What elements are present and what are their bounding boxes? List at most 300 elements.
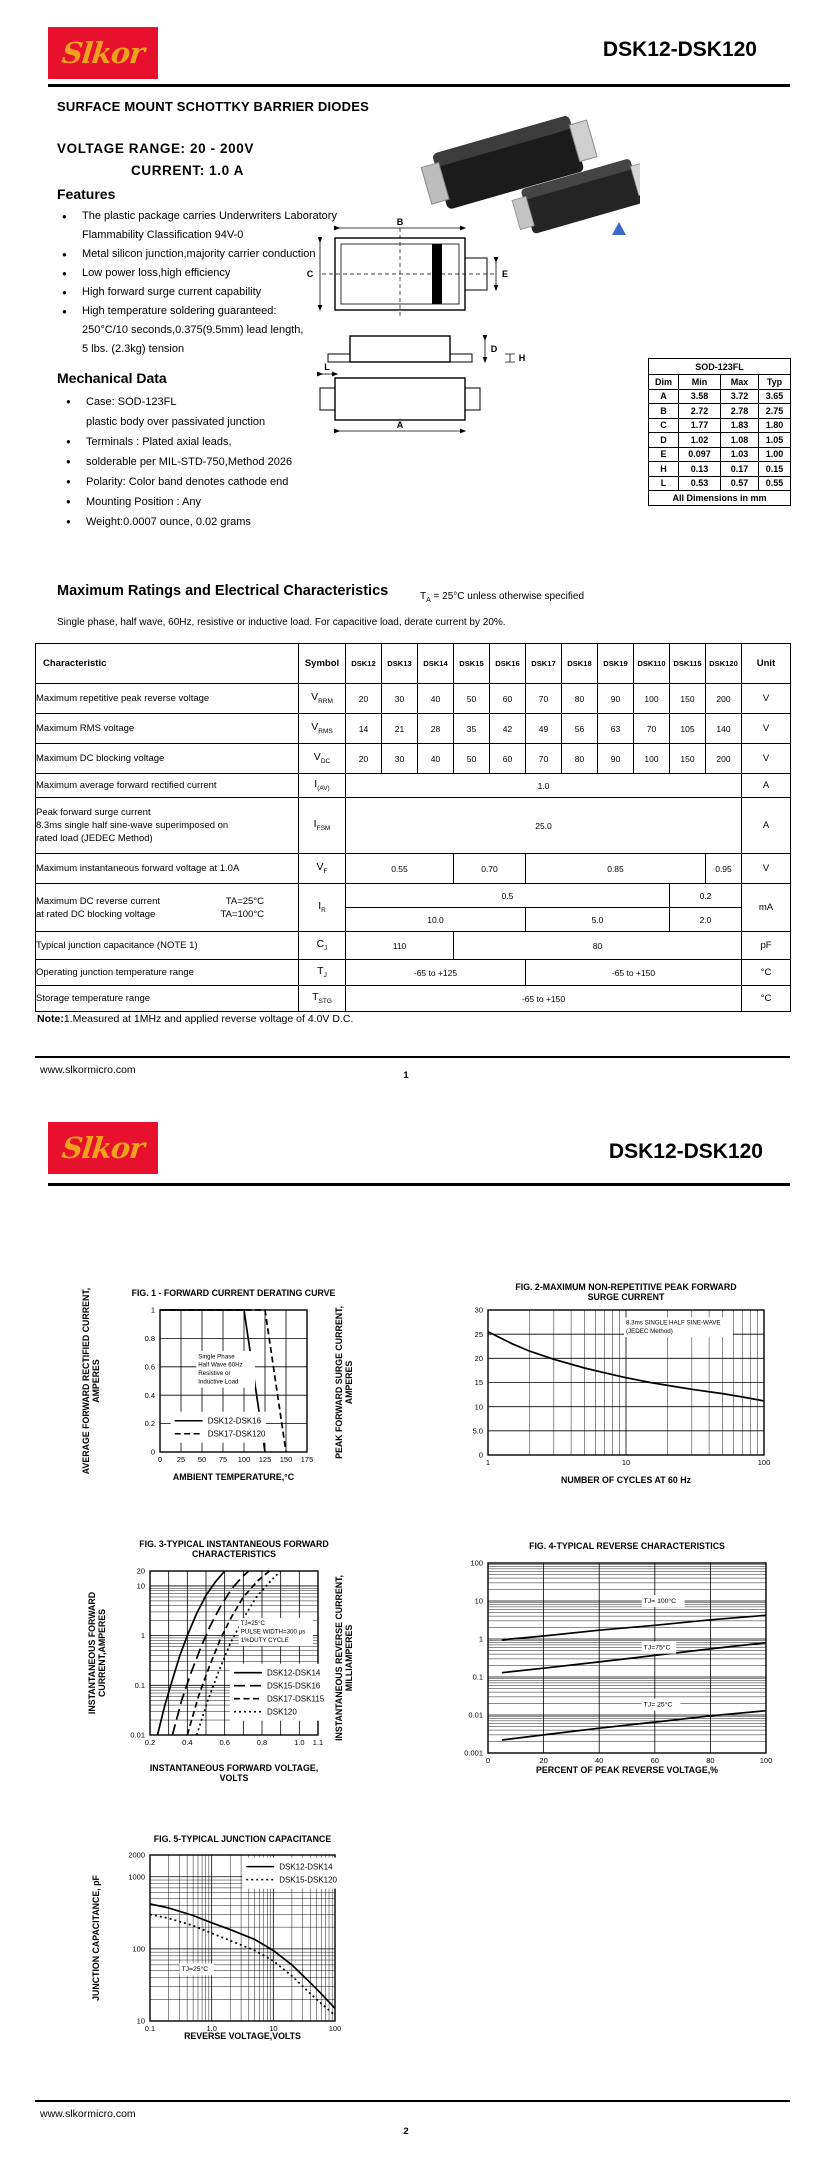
column-header: DSK17 <box>526 644 562 684</box>
list-item-line <box>66 472 396 492</box>
svg-text:TJ= 100°C: TJ= 100°C <box>643 1597 677 1605</box>
value-cell: 150 <box>670 684 706 714</box>
svg-text:150: 150 <box>279 1455 293 1464</box>
characteristic-cell <box>36 854 299 884</box>
svg-text:DSK15-DSK120: DSK15-DSK120 <box>279 1875 338 1885</box>
bullet-icon: ● <box>62 250 67 259</box>
annotation <box>179 1963 214 1975</box>
dim-value: 3.72 <box>721 389 759 404</box>
svg-text:FIG. 1 - FORWARD CURRENT DERAT: FIG. 1 - FORWARD CURRENT DERATING CURVE <box>131 1288 336 1298</box>
svg-text:0.01: 0.01 <box>468 1710 483 1720</box>
bullet-icon: ● <box>62 212 67 221</box>
column-header: Unit <box>742 644 791 684</box>
symbol-cell: $V_F$ <box>299 854 346 884</box>
value-cell: 28 <box>418 714 454 744</box>
svg-text:TJ= 25°C: TJ= 25°C <box>643 1701 673 1709</box>
svg-text:FIG. 5-TYPICAL JUNCTION CAPACI: FIG. 5-TYPICAL JUNCTION CAPACITANCE <box>153 1834 332 1844</box>
characteristic-line: Typical junction capacitance (NOTE 1) <box>36 940 198 951</box>
svg-text:TJ=25°C: TJ=25°C <box>240 1620 266 1628</box>
value-cell: 56 <box>562 714 598 744</box>
x-axis-label <box>184 2031 301 2041</box>
figure-2-peak-forward-surge <box>330 1280 800 1505</box>
series-line <box>150 1904 335 2008</box>
svg-text:175: 175 <box>300 1455 314 1464</box>
bullet-icon: ● <box>66 517 71 526</box>
svg-text:20: 20 <box>539 1756 548 1765</box>
svg-text:INSTANTANEOUS REVERSE CURRENT,: INSTANTANEOUS REVERSE CURRENT, <box>334 1575 344 1741</box>
svg-text:5.0: 5.0 <box>472 1426 483 1436</box>
figure-1-forward-current-derating <box>55 1280 340 1505</box>
svg-text:1.0: 1.0 <box>206 2024 217 2033</box>
dim-value: E <box>649 447 679 462</box>
value-cell: -65 to +150 <box>526 960 742 986</box>
data-series <box>150 1904 335 2015</box>
svg-text:PERCENT OF PEAK REVERSE VOLTAG: PERCENT OF PEAK REVERSE VOLTAGE,% <box>536 1765 718 1775</box>
value-cell: 110 <box>346 932 454 960</box>
value-cell: 80 <box>562 684 598 714</box>
svg-text:0.1: 0.1 <box>134 1680 145 1690</box>
figure-3-forward-characteristics <box>55 1535 350 1790</box>
footer-page-2: 2 <box>403 2126 409 2137</box>
svg-text:80: 80 <box>706 1756 715 1765</box>
column-header: DSK16 <box>490 644 526 684</box>
list-item-text: solderable per MIL-STD-750,Method 2026 <box>86 456 293 468</box>
svg-text:25: 25 <box>176 1455 186 1464</box>
brand-logo-2 <box>48 1122 158 1174</box>
ratings-row <box>36 744 791 774</box>
dimension-table <box>648 358 791 506</box>
svg-text:10: 10 <box>269 2024 278 2033</box>
legend <box>230 1664 325 1721</box>
svg-text:VOLTS: VOLTS <box>219 1773 249 1783</box>
svg-text:60: 60 <box>650 1756 659 1765</box>
svg-text:20: 20 <box>136 1566 145 1576</box>
list-item-text: Terminals : Plated axial leads, <box>86 436 232 448</box>
characteristic-line: Maximum DC reverse current TA=25°C <box>36 895 264 907</box>
value-cell: 50 <box>454 744 490 774</box>
value-cell: 70 <box>526 744 562 774</box>
svg-text:0: 0 <box>157 1455 163 1464</box>
current-rating: CURRENT: 1.0 A <box>131 163 244 178</box>
svg-text:TJ=25°C: TJ=25°C <box>181 1966 209 1974</box>
dim-table-row <box>649 389 791 404</box>
cond-sub: A <box>426 597 431 604</box>
unit-cell: V <box>742 684 791 714</box>
value-cell: 60 <box>490 684 526 714</box>
characteristic-line: Maximum DC blocking voltage <box>36 753 165 764</box>
x-axis-label <box>561 1475 692 1485</box>
svg-text:0.6: 0.6 <box>219 1738 230 1747</box>
dim-value: D <box>649 433 679 448</box>
bullet-icon: ● <box>66 497 71 506</box>
svg-text:DSK17-DSK115: DSK17-DSK115 <box>267 1694 325 1704</box>
value-cell: 42 <box>490 714 526 744</box>
bullet-icon: ● <box>66 437 71 446</box>
list-item-text: plastic body over passivated junction <box>86 416 266 428</box>
dim-table-footer: All Dimensions in mm <box>649 491 791 506</box>
svg-text:FIG. 2-MAXIMUM NON-REPETITIVE: FIG. 2-MAXIMUM NON-REPETITIVE PEAK FORWARD <box>515 1282 737 1292</box>
figure-title <box>529 1541 725 1551</box>
svg-text:50: 50 <box>197 1455 207 1464</box>
svg-text:0.8: 0.8 <box>144 1334 155 1343</box>
brand-logo-text-2: Slkor <box>60 1131 146 1165</box>
dim-value: A <box>649 389 679 404</box>
dim-label-b: B <box>396 218 404 227</box>
svg-text:0.01: 0.01 <box>130 1730 145 1740</box>
note-label: Note: <box>37 1013 64 1025</box>
dim-value: 1.03 <box>721 447 759 462</box>
value-cell: 63 <box>598 714 634 744</box>
svg-text:Inductive Load: Inductive Load <box>198 1378 239 1386</box>
dim-table-row <box>649 476 791 491</box>
series-line <box>502 1643 766 1673</box>
column-header: DSK110 <box>634 644 670 684</box>
y-axis-label <box>334 1575 354 1741</box>
svg-text:1.1: 1.1 <box>312 1738 324 1747</box>
svg-text:1%DUTY CYCLE: 1%DUTY CYCLE <box>240 1636 289 1644</box>
svg-text:10: 10 <box>474 1596 483 1606</box>
svg-text:AVERAGE FORWARD RECTIFIED CURR: AVERAGE FORWARD RECTIFIED CURRENT, <box>81 1287 91 1475</box>
bullet-spacer <box>62 226 82 245</box>
ratings-row <box>36 684 791 714</box>
figure-5-junction-capacitance <box>55 1830 385 2052</box>
mechanical-heading: Mechanical Data <box>57 370 167 386</box>
value-cell: 49 <box>526 714 562 744</box>
dim-value: 1.02 <box>679 433 721 448</box>
value-cell: -65 to +150 <box>346 986 742 1012</box>
dim-table-footer-row <box>649 491 791 506</box>
symbol-cell: $T_J$ <box>299 960 346 986</box>
svg-text:0.2: 0.2 <box>144 1419 155 1429</box>
characteristic-line: Maximum instantaneous forward voltage at 1.0A <box>36 863 240 874</box>
svg-text:100: 100 <box>132 1944 145 1954</box>
features-heading: Features <box>57 186 116 202</box>
symbol-cell: $V_{RRM}$ <box>299 684 346 714</box>
list-item-line <box>66 492 396 512</box>
value-cell: -65 to +125 <box>346 960 526 986</box>
svg-text:10: 10 <box>474 1402 483 1412</box>
value-cell: 20 <box>346 684 382 714</box>
characteristic-cell <box>36 932 299 960</box>
column-header: Min <box>679 375 721 390</box>
characteristic-line: Storage temperature range <box>36 993 151 1004</box>
svg-text:DSK17-DSK120: DSK17-DSK120 <box>207 1429 266 1439</box>
bullet-spacer <box>62 321 82 340</box>
svg-text:30: 30 <box>474 1305 483 1315</box>
figure-title <box>515 1282 736 1302</box>
header-divider <box>48 84 790 87</box>
symbol-cell: $V_{RMS}$ <box>299 714 346 744</box>
value-cell: 90 <box>598 744 634 774</box>
value-cell: 21 <box>382 714 418 744</box>
list-item-text: Low power loss,high efficiency <box>82 267 231 279</box>
dim-value: B <box>649 404 679 419</box>
svg-text:125: 125 <box>258 1455 272 1464</box>
dim-table-row <box>649 447 791 462</box>
value-cell: 0.85 <box>526 854 706 884</box>
value-cell: 90 <box>598 684 634 714</box>
svg-text:40: 40 <box>595 1756 604 1765</box>
dim-label-h: H <box>518 353 526 363</box>
svg-text:INSTANTANEOUS FORWARD VOLTAGE,: INSTANTANEOUS FORWARD VOLTAGE, <box>149 1763 319 1773</box>
cond-main: T <box>420 591 427 602</box>
value-cell: 1.0 <box>346 774 742 798</box>
svg-text:PEAK FORWARD SURGE CURRENT,: PEAK FORWARD SURGE CURRENT, <box>334 1306 344 1459</box>
footer-page-1: 1 <box>403 1070 409 1081</box>
bullet-spacer <box>62 340 82 359</box>
dim-value: 2.72 <box>679 404 721 419</box>
characteristic-line: Maximum RMS voltage <box>36 723 135 734</box>
symbol-cell: $I_R$ <box>299 884 346 932</box>
package-outline-drawing <box>300 218 630 443</box>
dim-value: 0.55 <box>759 476 791 491</box>
svg-text:INSTANTANEOUS FORWARD: INSTANTANEOUS FORWARD <box>87 1591 97 1715</box>
column-header: DSK120 <box>706 644 742 684</box>
value-cell: 0.5 <box>346 884 670 908</box>
value-cell: 40 <box>418 744 454 774</box>
svg-text:FIG. 3-TYPICAL INSTANTANEOUS F: FIG. 3-TYPICAL INSTANTANEOUS FORWARD <box>139 1539 329 1549</box>
value-cell: 14 <box>346 714 382 744</box>
svg-text:DSK15-DSK16: DSK15-DSK16 <box>267 1681 321 1691</box>
dim-value: 1.83 <box>721 418 759 433</box>
x-axis-label <box>173 1472 295 1482</box>
svg-text:SURGE CURRENT: SURGE CURRENT <box>587 1292 665 1302</box>
list-item-text: High temperature soldering guaranteed: <box>82 305 277 317</box>
footer-url-1: www.slkormicro.com <box>40 1064 136 1076</box>
list-item-line <box>66 452 396 472</box>
voltage-range: VOLTAGE RANGE: 20 - 200V <box>57 141 254 156</box>
column-header: Characteristic <box>36 644 299 684</box>
ratings-row <box>36 932 791 960</box>
svg-text:0.1: 0.1 <box>144 2024 156 2033</box>
dim-label-e: E <box>501 269 509 279</box>
dim-label-c: C <box>306 269 314 279</box>
y-axis-label <box>81 1288 101 1474</box>
list-item-text: 5 lbs. (2.3kg) tension <box>82 343 185 355</box>
list-item-text: The plastic package carries Underwriters Laboratory <box>82 210 337 222</box>
characteristic-line: at rated DC blocking voltage TA=100°C <box>36 908 264 920</box>
value-cell: 80 <box>562 744 598 774</box>
value-cell: 150 <box>670 744 706 774</box>
unit-cell: °C <box>742 986 791 1012</box>
characteristic-cell <box>36 744 299 774</box>
svg-text:1: 1 <box>485 1458 491 1467</box>
characteristic-cell <box>36 986 299 1012</box>
dim-value: 0.17 <box>721 462 759 477</box>
value-cell: 35 <box>454 714 490 744</box>
svg-text:100: 100 <box>470 1558 483 1568</box>
svg-text:Resistive or: Resistive or <box>198 1370 231 1378</box>
dim-value: 0.57 <box>721 476 759 491</box>
cond-rest: = 25°C unless otherwise specified <box>430 591 585 602</box>
dim-value: 3.58 <box>679 389 721 404</box>
svg-text:100: 100 <box>757 1458 771 1467</box>
svg-text:75: 75 <box>218 1455 228 1464</box>
unit-cell: °C <box>742 960 791 986</box>
ratings-heading: Maximum Ratings and Electrical Characteristics <box>57 583 389 599</box>
svg-text:100: 100 <box>328 2024 342 2033</box>
dim-value: 1.08 <box>721 433 759 448</box>
list-item-line <box>66 512 396 532</box>
y-axis-label <box>91 1874 101 2000</box>
column-header: DSK115 <box>670 644 706 684</box>
dim-table-row <box>649 462 791 477</box>
svg-text:15: 15 <box>474 1378 483 1388</box>
characteristic-line: Maximum average forward rectified current <box>36 780 217 791</box>
value-cell: 70 <box>526 684 562 714</box>
svg-text:Half Wave 60Hz: Half Wave 60Hz <box>198 1361 243 1369</box>
column-header: Typ <box>759 375 791 390</box>
svg-text:0.1: 0.1 <box>472 1672 483 1682</box>
value-cell: 80 <box>454 932 742 960</box>
unit-cell: A <box>742 774 791 798</box>
value-cell: 30 <box>382 684 418 714</box>
value-cell: 200 <box>706 744 742 774</box>
characteristic-cell <box>36 798 299 854</box>
svg-text:(JEDEC Method): (JEDEC Method) <box>626 1327 673 1335</box>
bullet-icon: ● <box>66 457 71 466</box>
dim-value: 2.78 <box>721 404 759 419</box>
dim-value: 0.53 <box>679 476 721 491</box>
value-cell: 0.70 <box>454 854 526 884</box>
value-cell: 30 <box>382 744 418 774</box>
svg-text:DSK12-DSK14: DSK12-DSK14 <box>279 1862 333 1872</box>
characteristic-line: Operating junction temperature range <box>36 967 194 978</box>
ratings-row <box>36 774 791 798</box>
svg-text:REVERSE VOLTAGE,VOLTS: REVERSE VOLTAGE,VOLTS <box>184 2031 301 2041</box>
column-header: Dim <box>649 375 679 390</box>
unit-cell: pF <box>742 932 791 960</box>
column-header: DSK18 <box>562 644 598 684</box>
x-axis-label <box>150 1763 318 1783</box>
footer-divider-2 <box>35 2100 790 2102</box>
value-cell: 70 <box>634 714 670 744</box>
figure-4-reverse-characteristics <box>330 1535 800 1785</box>
dim-label-a: A <box>396 420 404 430</box>
dim-value: 1.80 <box>759 418 791 433</box>
dim-value: C <box>649 418 679 433</box>
svg-text:Single Phase: Single Phase <box>198 1353 235 1361</box>
footer-divider-1 <box>35 1056 790 1058</box>
bullet-icon: ● <box>66 477 71 486</box>
characteristic-cell <box>36 884 299 932</box>
list-item-text: Case: SOD-123FL <box>86 396 177 408</box>
svg-text:100: 100 <box>237 1455 251 1464</box>
ratings-header-row <box>36 644 791 684</box>
list-item-text: Polarity: Color band denotes cathode end <box>86 476 289 488</box>
value-cell: 0.2 <box>670 884 742 908</box>
svg-text:0.2: 0.2 <box>144 1738 156 1747</box>
ratings-row <box>36 884 791 908</box>
ratings-table <box>35 643 791 1012</box>
value-cell: 40 <box>418 684 454 714</box>
column-header: DSK19 <box>598 644 634 684</box>
data-series <box>502 1615 766 1740</box>
ratings-row <box>36 798 791 854</box>
value-cell: 25.0 <box>346 798 742 854</box>
svg-text:0.4: 0.4 <box>182 1738 193 1747</box>
characteristic-line: rated load (JEDEC Method) <box>36 833 153 844</box>
svg-text:10: 10 <box>621 1458 631 1467</box>
svg-text:0.8: 0.8 <box>256 1738 268 1747</box>
dim-table-title: SOD-123FL <box>649 359 791 375</box>
column-header: DSK14 <box>418 644 454 684</box>
svg-text:0.001: 0.001 <box>464 1748 483 1758</box>
symbol-cell: $C_J$ <box>299 932 346 960</box>
svg-text:DSK12-DSK16: DSK12-DSK16 <box>207 1416 262 1426</box>
dim-value: 1.77 <box>679 418 721 433</box>
svg-text:0: 0 <box>478 1450 483 1460</box>
dim-label-d: D <box>490 344 498 354</box>
characteristic-line: 8.3ms single half sine-wave superimposed on <box>36 820 229 831</box>
value-cell: 0.55 <box>346 854 454 884</box>
value-cell: 105 <box>670 714 706 744</box>
value-cell: 60 <box>490 744 526 774</box>
bullet-spacer <box>66 412 86 432</box>
dim-table-row <box>649 418 791 433</box>
characteristic-cell <box>36 774 299 798</box>
dim-value: 1.00 <box>759 447 791 462</box>
symbol-cell: $T_{STG}$ <box>299 986 346 1012</box>
characteristic-cell <box>36 960 299 986</box>
svg-text:CHARACTERISTICS: CHARACTERISTICS <box>191 1549 277 1559</box>
annotation <box>642 1595 685 1607</box>
list-item-text: Weight:0.0007 ounce, 0.02 grams <box>86 516 251 528</box>
svg-text:1: 1 <box>150 1305 155 1315</box>
svg-text:25: 25 <box>474 1329 483 1339</box>
column-header: Symbol <box>299 644 346 684</box>
figure-title <box>154 1834 332 1844</box>
svg-text:MILLIAMPERES: MILLIAMPERES <box>344 1624 354 1692</box>
dim-value: L <box>649 476 679 491</box>
annotation <box>642 1699 681 1711</box>
bullet-icon: ● <box>66 397 71 406</box>
y-axis-label <box>87 1592 107 1714</box>
x-axis-label <box>536 1765 718 1775</box>
unit-cell: mA <box>742 884 791 932</box>
symbol-cell: $V_{DC}$ <box>299 744 346 774</box>
ratings-row <box>36 960 791 986</box>
value-cell: 2.0 <box>670 908 742 932</box>
annotation <box>239 1618 313 1646</box>
svg-text:1.0: 1.0 <box>294 1738 305 1747</box>
value-cell: 10.0 <box>346 908 526 932</box>
list-item-text: Mounting Position : Any <box>86 496 201 508</box>
value-cell: 0.95 <box>706 854 742 884</box>
column-header: Max <box>721 375 759 390</box>
dim-value: 0.097 <box>679 447 721 462</box>
unit-cell: A <box>742 798 791 854</box>
list-item-text: 250°C/10 seconds,0.375(9.5mm) lead length, <box>82 324 304 336</box>
page-title-2: DSK12-DSK120 <box>608 1140 763 1163</box>
svg-text:DSK120: DSK120 <box>267 1707 297 1717</box>
svg-text:PULSE WIDTH=300 μs: PULSE WIDTH=300 μs <box>240 1628 306 1636</box>
header-divider-2 <box>48 1183 790 1186</box>
dim-table-header-row <box>649 375 791 390</box>
unit-cell: V <box>742 744 791 774</box>
svg-text:CURRENT,AMPERES: CURRENT,AMPERES <box>97 1609 107 1697</box>
doc-subtitle: SURFACE MOUNT SCHOTTKY BARRIER DIODES <box>57 99 369 114</box>
unit-cell: V <box>742 714 791 744</box>
dim-table-row <box>649 404 791 419</box>
svg-text:100: 100 <box>759 1756 773 1765</box>
ratings-row <box>36 714 791 744</box>
svg-text:10: 10 <box>136 1581 145 1591</box>
y-axis-label <box>334 1306 354 1459</box>
value-cell: 200 <box>706 684 742 714</box>
legend <box>171 1412 266 1443</box>
svg-text:1: 1 <box>478 1634 483 1644</box>
